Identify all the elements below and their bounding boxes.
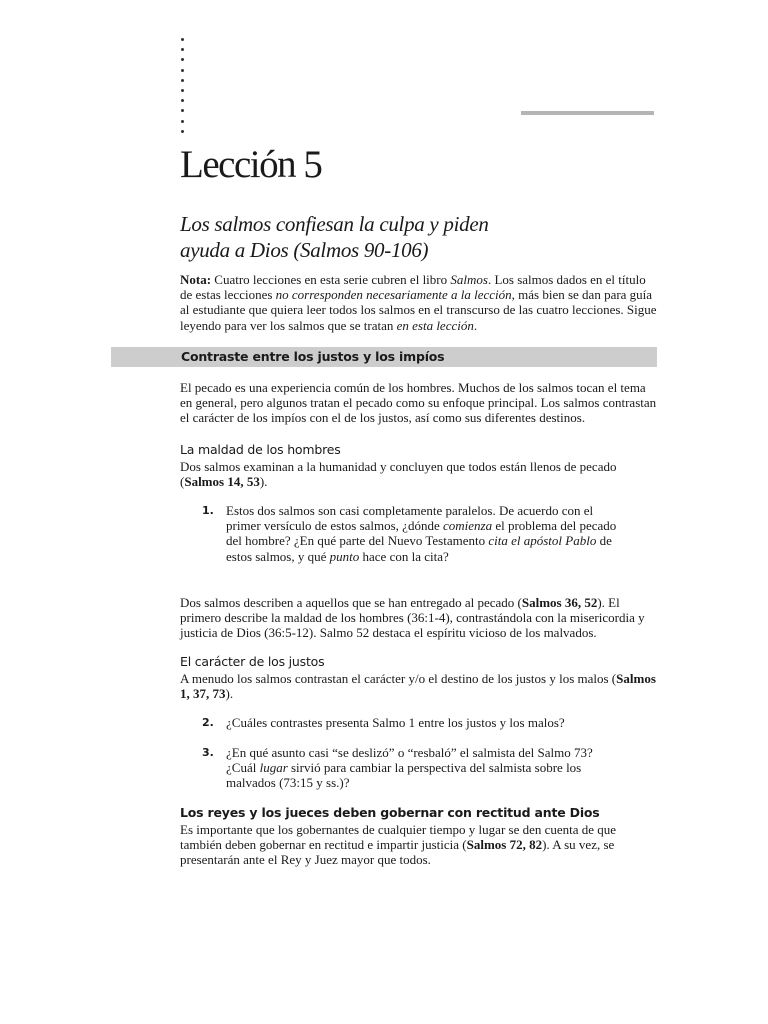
paragraph-text: Dos salmos examinan a la humanidad y concluyen que todos están llenos de pecado ( [180, 459, 617, 490]
subtitle-line-2: ayuda a Dios (Salmos 90-106) [180, 238, 429, 262]
decorative-dotted-rule [181, 38, 187, 140]
scripture-reference: Salmos 36, 52 [521, 595, 598, 610]
paragraph-reyes-jueces [180, 822, 658, 868]
decorative-top-bar [521, 111, 654, 115]
question-emphasis: comienza [442, 518, 493, 534]
heading-reyes-jueces: Los reyes y los jueces deben gobernar con rectitud ante Dios [180, 805, 600, 820]
section-header-label: Contraste entre los justos y los impíos [181, 349, 445, 364]
question-text-part: sirvió para cambiar la perspectiva del salmista sobre los malvados (73:15 y ss.)? [226, 760, 582, 791]
paragraph-text: ). El primero describe la maldad de los hombres (36:1-4), contrastándola con la misericordia y justicia de Dios (36:5-12). Salmo 52 destaca el espíritu vicioso de los malvados. [180, 595, 645, 641]
note-text: , más bien se dan para guía al estudiante que quiera leer todos los salmos en el transcurso de las cuatro lecciones. Sigue leyendo para ver los salmos que se tratan [180, 287, 657, 333]
question-emphasis: cita el apóstol Pablo [488, 533, 597, 549]
question-number: 1. [202, 504, 214, 517]
question-1 [202, 503, 622, 564]
question-text-part: Estos dos salmos son casi completamente paralelos. De acuerdo con el primer versículo de estos salmos, ¿dónde [226, 503, 594, 534]
note-paragraph [180, 272, 658, 333]
question-text [226, 745, 622, 791]
paragraph-text: A menudo los salmos contrastan el carácter y/o el destino de los justos y los malos ( [180, 671, 617, 686]
scripture-reference: Salmos 14, 53 [184, 474, 260, 490]
lesson-subtitle [180, 211, 620, 263]
heading-maldad: La maldad de los hombres [180, 442, 341, 457]
question-emphasis: punto [329, 548, 360, 564]
question-3 [202, 745, 622, 791]
paragraph-entregados [180, 595, 658, 641]
intro-paragraph: El pecado es una experiencia común de los hombres. Muchos de los salmos tocan el tema en general, pero algunos tratan el pecado como su enfoque principal. Los salmos contrastan el carácter de los impíos con el de los justos, así como sus diferentes destinos. [180, 380, 657, 426]
question-text-part: hace con la cita? [359, 548, 449, 564]
question-text [226, 503, 622, 564]
paragraph-text: Es importante que los gobernantes de cualquier tiempo y lugar se den cuenta de que también deben gobernar en rectitud e impartir justicia ( [180, 822, 617, 853]
scripture-reference: Salmos 1, 37, 73 [180, 671, 656, 702]
note-text: . Los salmos dados en el título de estas lecciones [180, 272, 646, 303]
paragraph-text: ). [259, 474, 268, 490]
question-number: 3. [202, 746, 214, 759]
note-text: Cuatro lecciones en esta serie cubren el libro [211, 272, 451, 287]
note-emphasis: Salmos [450, 272, 488, 287]
heading-caracter: El carácter de los justos [180, 654, 325, 669]
subtitle-line-1: Los salmos confiesan la culpa y piden [180, 212, 489, 236]
paragraph-maldad [180, 459, 658, 489]
question-text: ¿Cuáles contrastes presenta Salmo 1 entre los justos y los malos? [226, 715, 565, 730]
question-number: 2. [202, 716, 214, 729]
question-text-part: ¿Cuál [226, 760, 260, 776]
note-emphasis: en esta lección [396, 317, 474, 333]
question-text-part: el problema del pecado del hombre? ¿En qué parte del Nuevo Testamento [226, 518, 617, 549]
paragraph-text: Dos salmos describen a aquellos que se han entregado al pecado ( [180, 595, 522, 610]
paragraph-caracter [180, 671, 658, 701]
paragraph-text: ). [225, 686, 234, 702]
section-header-bar [111, 347, 657, 367]
note-text: . [473, 317, 478, 333]
paragraph-text: ). A su vez, se presentarán ante el Rey y Juez mayor que todos. [180, 837, 615, 868]
note-label: Nota: [180, 272, 212, 287]
question-text-part: ¿En qué asunto casi “se deslizó” o “resbaló” el salmista del Salmo 73? [226, 745, 593, 760]
lesson-title: Lección 5 [180, 143, 322, 186]
question-emphasis: lugar [259, 760, 288, 776]
question-text-part: de estos salmos, y qué [226, 533, 612, 564]
scripture-reference: Salmos 72, 82 [466, 837, 543, 853]
note-emphasis: no corresponden necesariamente a la lección [275, 287, 512, 303]
question-2 [202, 715, 622, 730]
